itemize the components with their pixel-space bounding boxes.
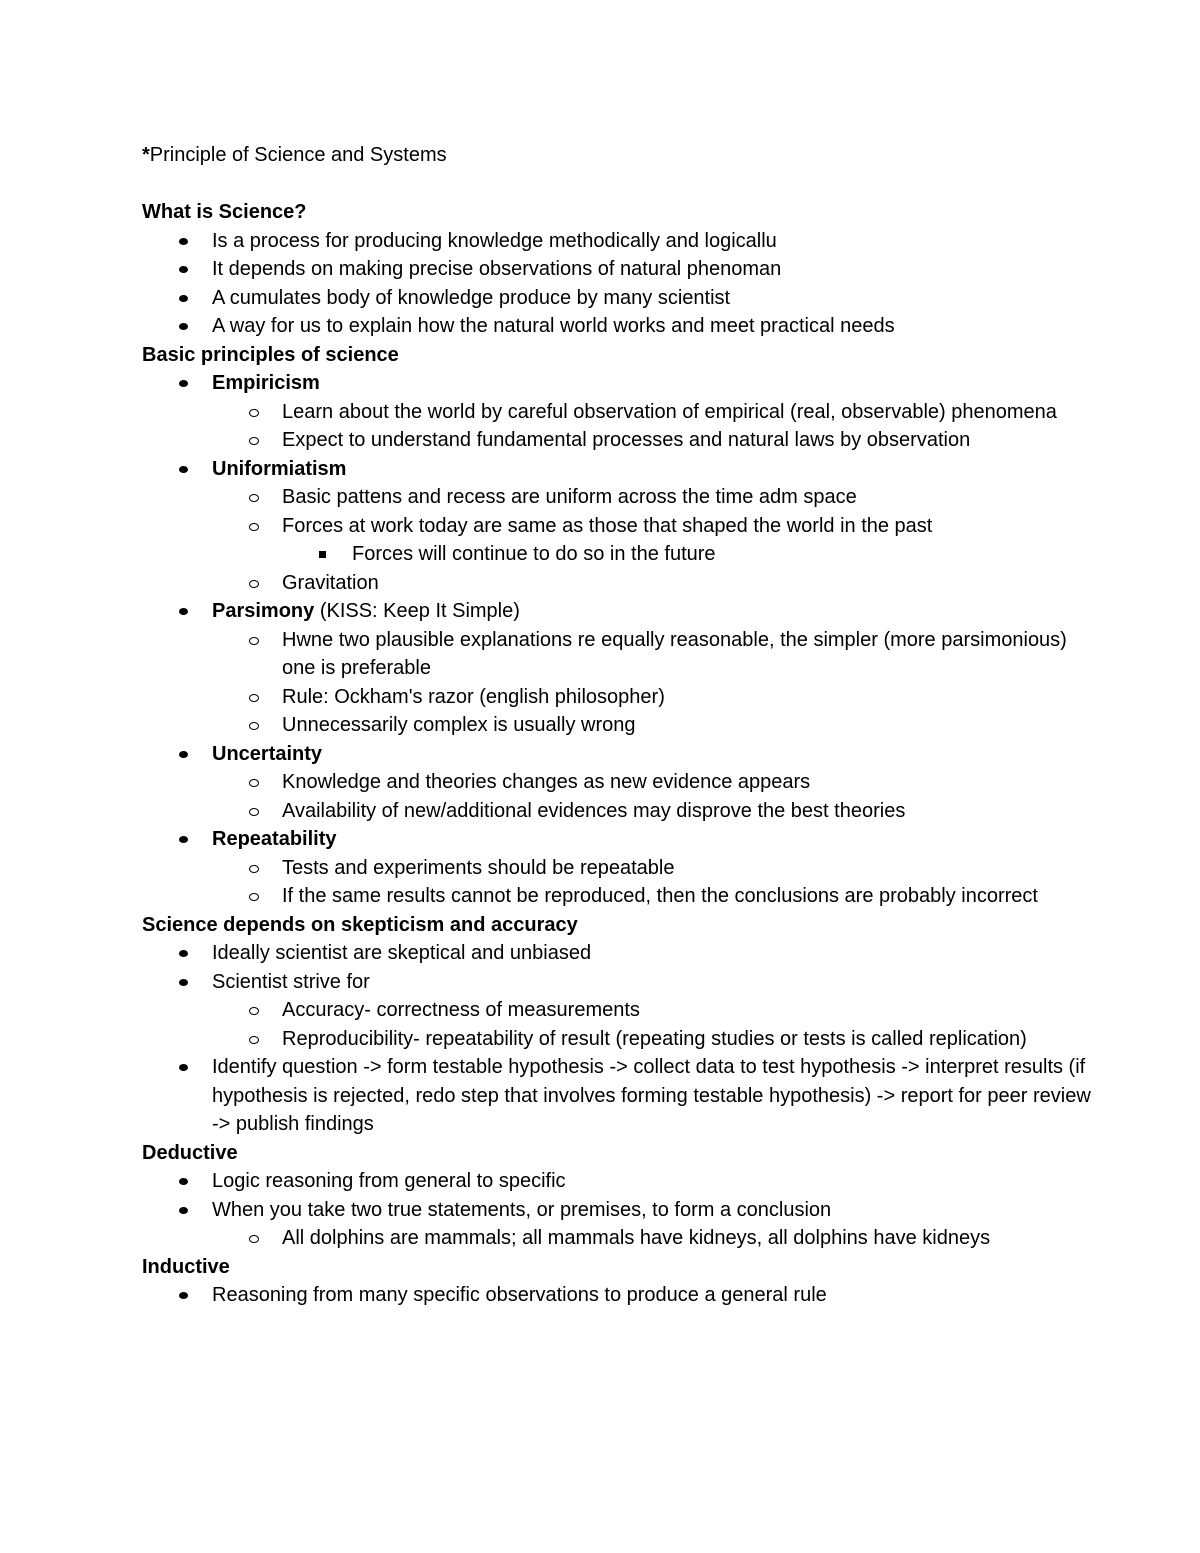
bullet-disc-icon [179,1292,188,1299]
sub-item [212,1025,1100,1054]
list-item [142,968,1100,1054]
sub-item [212,882,1100,911]
sub-list [212,398,1100,455]
sub-item-text: Tests and experiments should be repeatable [282,856,675,879]
sub-sub-item [282,540,1100,569]
sub-sub-item-text: Forces will continue to do so in the future [352,543,716,565]
sub-item-text: If the same results cannot be reproduced, then the conclusions are probably incorrect [282,885,1038,907]
bullet-disc-icon [179,380,188,387]
list-item-text: Logic reasoning from general to specific [212,1170,566,1192]
bullet-circle-icon [249,409,259,417]
list-item [142,1053,1100,1139]
bullet-disc-icon [179,266,188,273]
bullet-disc-icon [179,1178,188,1185]
bullet-circle-icon [249,523,259,531]
principle-empiricism [142,369,1100,455]
principle-label: Uncertainty [212,742,323,765]
bullet-circle-icon [249,893,259,901]
sub-item [212,768,1100,797]
bullet-circle-icon [249,808,259,816]
list-item [142,284,1100,313]
list-item-text: Ideally scientist are skeptical and unbiased [212,942,592,964]
principle-uncertainty [142,740,1100,826]
bullet-circle-icon [249,637,259,645]
bullet-disc-icon [179,836,188,843]
sub-item [212,854,1100,883]
list-item-text: A way for us to explain how the natural world works and meet practical needs [212,315,895,337]
bullet-circle-icon [249,722,259,730]
bullet-circle-icon [249,437,259,445]
list-item-text: Reasoning from many specific observations to produce a general rule [212,1284,827,1306]
sub-item [212,426,1100,455]
principle-uniformiatism [142,455,1100,598]
heading-what-is-science: What is Science? [142,201,307,223]
principle-label: Repeatability [212,828,337,850]
bullet-circle-icon [249,494,259,502]
heading-deductive: Deductive [142,1141,238,1164]
sub-item-text: Unnecessarily complex is usually wrong [282,714,636,736]
list-item-text: A cumulates body of knowledge produce by many scientist [212,286,731,309]
list-item [142,227,1100,256]
title-star: * [142,144,150,166]
principle-label: Uniformiatism [212,457,347,480]
sub-item [212,569,1100,598]
bullet-circle-icon [249,694,259,702]
sub-item-text: Reproducibility- repeatability of result (repeating studies or tests is called replication) [282,1027,1027,1050]
bullet-circle-icon [249,1036,259,1044]
sub-sub-list [282,540,1100,569]
list-item [142,939,1100,968]
heading-basic-principles: Basic principles of science [142,343,399,366]
bullet-disc-icon [179,238,188,245]
sub-list [212,768,1100,825]
sub-item [212,1224,1100,1253]
sub-list [212,996,1100,1053]
bullet-disc-icon [179,608,188,615]
bullet-circle-icon [249,580,259,588]
list-item [142,1167,1100,1196]
list-item-text: Identify question -> form testable hypothesis -> collect data to test hypothesis -> interpret results (if hypothesis is rejected, redo step that involves forming testable hypothesis) -> report for peer review -> publish findings [212,1056,1091,1135]
what-is-science-list [142,227,1100,341]
sub-item [212,626,1100,683]
sub-item-text: Accuracy- correctness of measurements [282,999,640,1021]
sub-item-text: Gravitation [282,571,379,594]
sub-item [212,398,1100,427]
list-item-text: It depends on making precise observations of natural phenoman [212,258,782,280]
sub-list [212,854,1100,911]
heading-skepticism: Science depends on skepticism and accuracy [142,913,578,936]
sub-list [212,626,1100,740]
principle-repeatability [142,825,1100,911]
list-item-text: Scientist strive for [212,970,370,993]
bullet-disc-icon [179,950,188,957]
sub-list [212,1224,1100,1253]
sub-item [212,996,1100,1025]
sub-item [212,711,1100,740]
list-item [142,1281,1100,1310]
list-item-text: Is a process for producing knowledge methodically and logicallu [212,229,777,252]
sub-item-text: Knowledge and theories changes as new evidence appears [282,771,811,793]
heading-inductive: Inductive [142,1255,230,1278]
sub-item [212,797,1100,826]
basic-principles-list [142,369,1100,911]
bullet-disc-icon [179,295,188,302]
principle-parsimony [142,597,1100,740]
principle-label: Parsimony [212,600,315,622]
list-item [142,1196,1100,1253]
sub-item-text: Learn about the world by careful observation of empirical (real, observable) phenomena [282,400,1057,423]
list-item [142,255,1100,284]
skepticism-list [142,939,1100,1139]
document-title [142,141,1100,170]
deductive-list [142,1167,1100,1253]
bullet-disc-icon [179,751,188,758]
sub-item [212,483,1100,512]
sub-item-text: Availability of new/additional evidences may disprove the best theories [282,799,906,822]
bullet-disc-icon [179,1207,188,1214]
sub-item [212,683,1100,712]
sub-item-text: Rule: Ockham's razor (english philosopher) [282,685,665,708]
bullet-square-icon [319,551,326,558]
bullet-circle-icon [249,865,259,873]
bullet-circle-icon [249,1007,259,1015]
list-item [142,312,1100,341]
sub-item-text: Forces at work today are same as those that shaped the world in the past [282,514,933,537]
bullet-disc-icon [179,979,188,986]
inductive-list [142,1281,1100,1310]
principle-label: Empiricism [212,372,320,394]
sub-item-text: Basic pattens and recess are uniform across the time adm space [282,486,857,508]
bullet-disc-icon [179,1064,188,1071]
sub-item-text: All dolphins are mammals; all mammals have kidneys, all dolphins have kidneys [282,1227,991,1249]
sub-item-text: Expect to understand fundamental processes and natural laws by observation [282,429,971,451]
bullet-circle-icon [249,779,259,787]
principle-suffix: (KISS: Keep It Simple) [314,600,520,622]
bullet-disc-icon [179,466,188,473]
bullet-disc-icon [179,323,188,330]
list-item-text: When you take two true statements, or premises, to form a conclusion [212,1198,832,1221]
sub-list [212,483,1100,597]
sub-item [212,512,1100,569]
title-text: Principle of Science and Systems [149,144,447,166]
bullet-circle-icon [249,1235,259,1243]
sub-item-text: Hwne two plausible explanations re equally reasonable, the simpler (more parsimonious) one is preferable [282,628,1067,679]
